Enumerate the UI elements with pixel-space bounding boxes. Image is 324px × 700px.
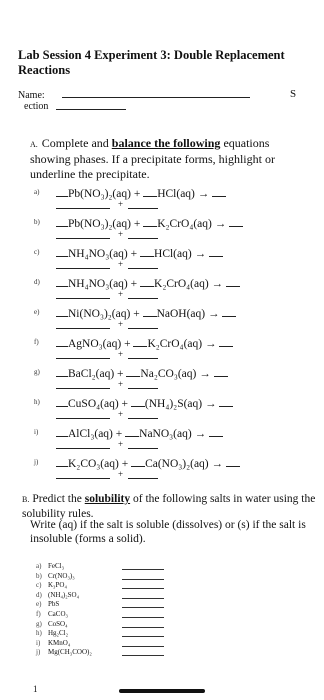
product-answer-line[interactable] [128,417,158,419]
reaction-arrow: → [208,458,226,470]
reactant-2: K₂CrO₄(aq) [154,278,209,290]
coefficient-blank[interactable] [56,396,68,407]
coefficient-blank[interactable] [143,306,157,317]
equation-item [0,336,324,360]
product-answer-line[interactable] [128,237,158,239]
coefficient-blank[interactable] [131,396,145,407]
salt-item [36,562,64,570]
part-b-emphasis: solubility [84,493,131,505]
product-blank[interactable] [209,246,223,257]
equation-item [0,366,324,390]
product-answer-line[interactable] [56,387,110,389]
part-a-text-rest: equations showing phases. If a precipitate forms, highlight or underline the precipitate. [30,136,275,181]
coefficient-blank[interactable] [56,456,68,467]
product-answer-line[interactable] [128,387,158,389]
product-blank[interactable] [226,456,240,467]
reaction-arrow: → [202,398,220,410]
reactant-2: (NH₄)₂S(aq) [144,398,203,410]
coefficient-blank[interactable] [56,246,68,257]
reactant-2: Na₂CO₃(aq) [140,368,197,380]
product-answer-line[interactable] [56,207,110,209]
salt-label: a) [36,562,42,570]
reaction-arrow: → [211,218,230,230]
product-blank[interactable] [222,306,236,317]
salt-label: i) [36,638,41,647]
name-field-line[interactable] [62,97,250,98]
equation-item [0,456,324,480]
salt-answer-line[interactable] [122,579,164,580]
reactant-1: Pb(NO₃)₂(aq) [68,188,131,200]
reactant-2: Ca(NO₃)₂(aq) [145,458,209,470]
salt-formula: Hg₂Cl₂ [48,629,69,638]
reactant-1: AlCl₃(aq) [68,428,113,440]
plus-sign: + [118,458,132,470]
salt-item [36,591,79,599]
part-b-text-rest: of the following salts in water using the solubility rules. [22,493,316,520]
equation-row [56,306,236,320]
salt-label: f) [36,610,41,618]
product-plus-sign: + [118,289,124,299]
coefficient-blank[interactable] [56,426,68,437]
equation-row [56,456,240,470]
plus-sign: + [127,278,141,290]
salt-item [36,610,68,618]
salt-formula: Mg(CH₃COO)₂ [48,648,92,657]
equation-label: h) [34,398,40,406]
product-blank[interactable] [209,426,223,437]
reactant-1: Ni(NO₃)₂(aq) [68,308,131,320]
plus-sign: + [130,188,144,200]
salt-label: b) [36,571,42,580]
product-plus-sign: + [118,409,124,419]
part-a-marker: A. [30,140,38,149]
coefficient-blank[interactable] [133,336,147,347]
coefficient-blank[interactable] [140,246,154,257]
part-a-text: Complete and [41,136,112,150]
reactant-1: BaCl₂(aq) [68,368,115,380]
equation-row [56,276,240,290]
salt-answer-line[interactable] [122,627,164,628]
part-b-text: Predict the [32,493,85,505]
coefficient-blank[interactable] [143,216,157,227]
salt-label: g) [36,619,42,628]
product-answer-line[interactable] [128,327,158,329]
salt-item [36,572,75,580]
product-blank[interactable] [229,216,243,227]
product-plus-sign: + [118,379,124,389]
equation-label: a) [34,188,40,196]
reactant-1: NH₄NO₃(aq) [68,248,128,260]
reaction-arrow: → [208,278,226,290]
product-answer-line[interactable] [56,297,110,299]
reactant-2: HCl(aq) [154,248,192,260]
product-answer-line[interactable] [56,417,110,419]
product-blank[interactable] [214,366,228,377]
salt-item [36,639,70,647]
product-plus-sign: + [118,439,124,449]
salt-label: h) [36,629,42,638]
coefficient-blank[interactable] [126,366,140,377]
product-answer-line[interactable] [128,447,158,449]
part-b-instructions [22,492,318,521]
reaction-arrow: → [196,368,214,380]
salt-answer-line[interactable] [122,598,164,599]
salt-formula: CoSO₄ [48,619,68,628]
equation-label: c) [34,248,40,256]
reaction-arrow: → [191,248,209,260]
reaction-arrow: → [194,188,213,200]
product-answer-line[interactable] [56,447,110,449]
reaction-arrow: → [202,338,220,350]
plus-sign: + [130,218,144,230]
product-blank[interactable] [219,396,233,407]
coefficient-blank[interactable] [56,276,68,287]
reactant-1: AgNO₃(aq) [68,338,122,350]
equation-label: g) [34,368,40,376]
plus-sign: + [130,308,143,320]
equation-item [0,396,324,420]
coefficient-blank[interactable] [140,276,154,287]
reactant-2: HCl(aq) [157,188,195,200]
equation-row [56,336,233,350]
product-plus-sign: + [118,469,124,479]
reactant-2: NaOH(aq) [156,308,206,320]
salt-answer-line[interactable] [122,636,164,637]
reactant-1: CuSO₄(aq) [68,398,119,410]
salt-label: d) [36,590,42,599]
plus-sign: + [127,248,141,260]
reactant-2: NaNO₃(aq) [139,428,192,440]
page-number: 1 [33,684,38,694]
plus-sign: + [112,428,126,440]
reactant-2: K₂CrO₄(aq) [147,338,203,350]
product-plus-sign: + [118,319,124,329]
reactant-1: K₂CO₃(aq) [68,458,119,470]
reactant-2: K₂CrO₄(aq) [157,218,212,230]
salt-item [36,581,67,589]
part-a-instructions [30,136,310,182]
salt-formula: PbS [48,600,60,609]
salt-item [36,629,68,637]
equation-label: j) [34,458,39,466]
coefficient-blank[interactable] [56,186,68,197]
equation-label: f) [34,338,39,346]
page-title: Lab Session 4 Experiment 3: Double Replacement Reactions [18,48,285,77]
section-field-line[interactable] [56,109,126,110]
reaction-arrow: → [205,308,223,320]
product-plus-sign: + [118,229,124,239]
equation-row [56,366,228,380]
salt-item [36,620,68,628]
plus-sign: + [121,338,134,350]
product-answer-line[interactable] [56,477,110,479]
salt-formula: K₃PO₄ [48,581,67,590]
corner-letter: S [290,88,297,100]
part-b-marker: B. [22,495,30,504]
reactant-1: NH₄NO₃(aq) [68,278,128,290]
coefficient-blank[interactable] [56,366,68,377]
equation-item [0,426,324,450]
product-answer-line[interactable] [56,237,110,239]
coefficient-blank[interactable] [143,186,157,197]
section-label: ection [24,101,49,112]
product-answer-line[interactable] [128,207,158,209]
salt-formula: FeCl₃ [48,562,65,570]
equation-item [0,186,324,210]
coefficient-blank[interactable] [56,306,68,317]
equation-item [0,306,324,330]
salt-formula: CaCO₃ [48,610,68,618]
product-answer-line[interactable] [56,357,110,359]
salt-answer-line[interactable] [122,646,164,647]
salt-label: j) [36,648,41,657]
equation-row [56,426,223,440]
salt-label: c) [36,581,42,590]
equation-item [0,246,324,270]
salt-answer-line[interactable] [122,607,164,608]
salt-formula: Cr(NO₃)₃ [48,571,75,580]
product-plus-sign: + [118,259,124,269]
product-answer-line[interactable] [128,477,158,479]
home-indicator[interactable] [119,689,205,693]
equation-row [56,186,226,200]
part-a-emphasis: balance the following [111,136,221,150]
equation-label: b) [34,218,40,226]
equation-item [0,276,324,300]
salt-label: e) [36,600,42,609]
product-plus-sign: + [118,349,124,359]
reaction-arrow: → [191,428,209,440]
coefficient-blank[interactable] [56,216,68,227]
salt-formula: KMnO₄ [48,638,71,647]
product-answer-line[interactable] [128,267,158,269]
coefficient-blank[interactable] [131,456,145,467]
part-b-write-instruction: Write (aq) if the salt is soluble (dissolves) or (s) if the salt is insoluble (forms a solid). [30,519,306,545]
product-blank[interactable] [212,186,226,197]
salt-answer-line[interactable] [122,617,164,618]
salt-item [36,600,59,608]
reactant-1: Pb(NO₃)₂(aq) [68,218,131,230]
name-label: Name: [18,90,45,101]
product-answer-line[interactable] [56,327,110,329]
coefficient-blank[interactable] [56,336,68,347]
equation-item [0,216,324,240]
equation-label: e) [34,308,40,316]
product-answer-line[interactable] [56,267,110,269]
product-answer-line[interactable] [128,297,158,299]
product-blank[interactable] [219,336,233,347]
product-plus-sign: + [118,199,124,209]
equation-row [56,246,223,260]
salt-answer-line[interactable] [122,569,164,570]
equation-row [56,216,243,230]
equation-label: d) [34,278,40,286]
salt-formula: (NH₄)₂SO₄ [48,590,80,599]
product-answer-line[interactable] [128,357,158,359]
equation-row [56,396,233,410]
coefficient-blank[interactable] [125,426,139,437]
equation-label: i) [34,428,39,436]
salt-answer-line[interactable] [122,655,164,656]
plus-sign: + [114,368,127,380]
salt-item [36,648,92,656]
plus-sign: + [118,398,131,410]
salt-answer-line[interactable] [122,588,164,589]
product-blank[interactable] [226,276,240,287]
